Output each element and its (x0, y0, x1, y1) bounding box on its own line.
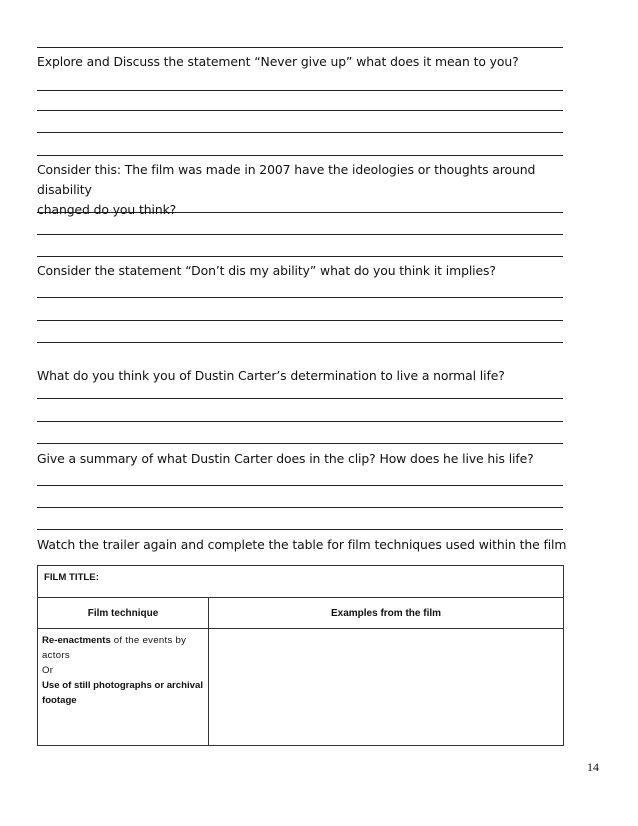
answer-line[interactable] (37, 256, 563, 257)
col-header-technique-label: Film technique (87, 607, 159, 619)
technique-reenactments: Re-enactments (42, 635, 111, 646)
question-ideologies-line1: Consider this: The film was made in 2007 have the ideologies or thoughts around disability (37, 162, 536, 197)
answer-line[interactable] (37, 342, 563, 343)
technique-or: Or (42, 665, 54, 676)
answer-line[interactable] (37, 529, 563, 530)
answer-line[interactable] (37, 155, 563, 156)
question-ideologies (37, 160, 577, 220)
answer-line[interactable] (37, 47, 563, 48)
film-techniques-table (37, 565, 564, 746)
examples-cell[interactable] (209, 629, 564, 746)
answer-line[interactable] (37, 398, 563, 399)
answer-line[interactable] (37, 421, 563, 422)
col-header-technique (38, 598, 209, 629)
instruction-complete-table: Watch the trailer again and complete the table for film techniques used within the film (37, 537, 567, 552)
question-determination: What do you think you of Dustin Carter’s determination to live a normal life? (37, 368, 505, 383)
answer-line[interactable] (37, 110, 563, 111)
technique-cell (38, 629, 209, 746)
col-header-examples-label: Examples from the film (330, 607, 442, 619)
answer-line[interactable] (37, 507, 563, 508)
technique-still-photographs: Use of still photographs or archival footage (42, 680, 203, 706)
table-row (38, 629, 564, 746)
answer-line[interactable] (37, 485, 563, 486)
film-title-cell[interactable] (38, 566, 564, 598)
question-dis-my-ability: Consider the statement “Don’t dis my ability” what do you think it implies? (37, 263, 496, 278)
answer-line[interactable] (37, 132, 563, 133)
film-title-label: FILM TITLE: (44, 572, 99, 583)
page-number: 14 (587, 760, 599, 774)
question-summary: Give a summary of what Dustin Carter does in the clip? How does he live his life? (37, 451, 534, 466)
answer-line[interactable] (37, 234, 563, 235)
question-ideologies-line2: changed do you think? (37, 202, 177, 217)
question-never-give-up: Explore and Discuss the statement “Never give up” what does it mean to you? (37, 54, 519, 69)
answer-line[interactable] (37, 297, 563, 298)
answer-line[interactable] (37, 90, 563, 91)
technique-reenactments-desc: of the events by actors (42, 635, 187, 661)
answer-line[interactable] (37, 320, 563, 321)
col-header-examples (209, 598, 564, 629)
answer-line[interactable] (37, 443, 563, 444)
